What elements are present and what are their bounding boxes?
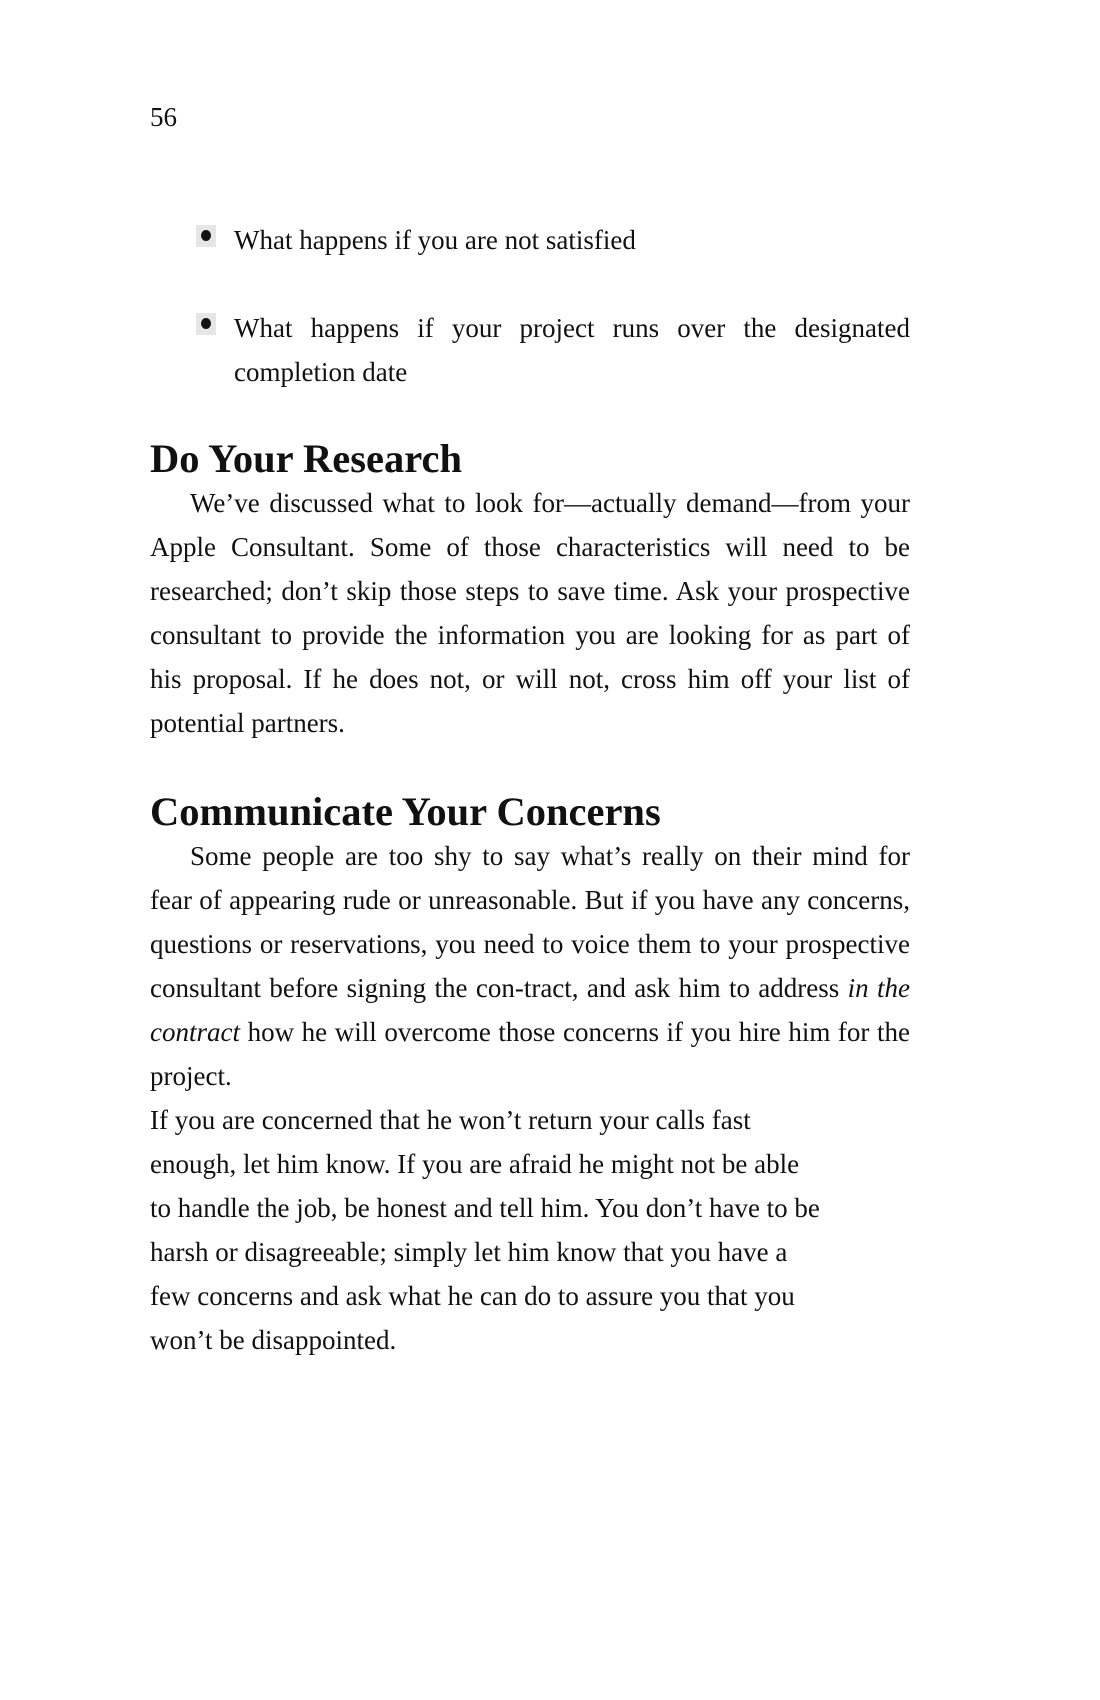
concerns-text-emphasis: in the contract bbox=[150, 973, 910, 1047]
followup-line: won’t be disappointed. bbox=[150, 1325, 397, 1355]
bullet-text: What happens if you are not satisfied bbox=[234, 225, 636, 255]
research-heading: Do Your Research bbox=[150, 436, 462, 481]
followup-line: harsh or disagreeable; simply let him know that you have a bbox=[150, 1237, 788, 1267]
research-paragraph: We’ve discussed what to look for—actually demand—from your Apple Consultant. Some of those characteristics will need to be researched; don’t skip those steps to save time. Ask your prospective consultant to provide the information you are looking for as part of his proposal. If he does not, or will not, cross him off your list of potential partners. bbox=[150, 488, 910, 738]
followup-line: to handle the job, be honest and tell him. You don’t have to be bbox=[150, 1193, 820, 1223]
followup-line: few concerns and ask what he can do to assure you that you bbox=[150, 1281, 795, 1311]
page-number: 56 bbox=[150, 102, 177, 132]
bullet-icon bbox=[196, 225, 216, 247]
concerns-heading: Communicate Your Concerns bbox=[150, 789, 661, 834]
research-section bbox=[150, 437, 910, 745]
bullet-text: What happens if your project runs over the designated completion date bbox=[234, 313, 910, 387]
concerns-paragraph bbox=[150, 834, 910, 1098]
concerns-followup bbox=[150, 1098, 910, 1362]
bullet-list bbox=[150, 218, 910, 438]
concerns-text-start: Some people are too shy to say what’s really on their mind for fear of appearing rude or unreasonable. But if you have any concerns, questions or reservations, you need to voice them to your prospective consultant before signing the con-tract, and ask him to address bbox=[150, 841, 910, 1003]
list-item bbox=[150, 306, 910, 394]
bullet-icon bbox=[196, 313, 216, 335]
list-item bbox=[150, 218, 910, 262]
followup-line: enough, let him know. If you are afraid he might not be able bbox=[150, 1149, 800, 1179]
followup-line: If you are concerned that he won’t return your calls fast bbox=[150, 1105, 751, 1135]
concerns-text-end: how he will overcome those concerns if you hire him for the project. bbox=[150, 1017, 910, 1091]
concerns-section bbox=[150, 790, 910, 1362]
